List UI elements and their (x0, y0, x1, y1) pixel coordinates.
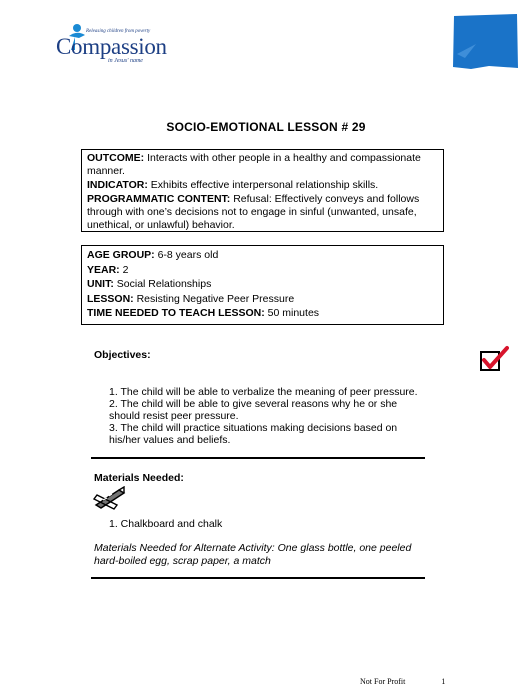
time-needed-value: 50 minutes (267, 307, 320, 319)
objective-item: 1. The child will be able to verbalize the meaning of peer pressure. (109, 386, 418, 398)
time-needed-line (87, 307, 438, 320)
page-number: 1 (441, 677, 446, 686)
lesson-info-box (81, 245, 444, 325)
programmatic-content-line (87, 193, 438, 232)
age-group-label: AGE GROUP: (87, 249, 155, 261)
blue-block-graphic (451, 14, 519, 70)
indicator-line (87, 179, 438, 192)
materials-list (109, 518, 222, 530)
section-divider (91, 457, 425, 459)
section-divider (91, 577, 425, 579)
alternate-materials-text: Materials Needed for Alternate Activity: One glass bottle, one peeled hard-boiled egg, scrap paper, a match (94, 542, 412, 567)
objective-item: 2. The child will be able to give several reasons why he or she should resist peer pressure. (109, 398, 398, 422)
year-label: YEAR: (87, 263, 120, 276)
age-group-line (87, 249, 438, 262)
logo-subtitle: in Jesus' name (108, 58, 143, 64)
objective-item: 3. The child will practice situations making decisions based on his/her values and beliefs. (109, 422, 398, 446)
outcome-line (87, 152, 438, 178)
objectives-list (109, 386, 429, 446)
programmatic-label: PROGRAMMATIC CONTENT: (87, 193, 231, 205)
indicator-text: Exhibits effective interpersonal relationship skills. (150, 179, 379, 191)
outcome-text: Interacts with other people in a healthy and compassionate manner. (87, 152, 421, 177)
year-line (87, 264, 438, 277)
lesson-line (87, 293, 438, 306)
page-footer (360, 677, 445, 686)
crayons-icon (93, 486, 127, 510)
objectives-heading: Objectives: (94, 349, 151, 361)
checkbox-check-icon (479, 345, 509, 373)
material-item: 1. Chalkboard and chalk (109, 518, 223, 530)
unit-value: Social Relationships (116, 278, 212, 290)
footer-text: Not For Profit (360, 677, 406, 686)
logo-wordmark: Compassion (56, 34, 167, 59)
logo-tagline: Releasing children from poverty (86, 29, 151, 34)
unit-line (87, 278, 438, 291)
lesson-value: Resisting Negative Peer Pressure (136, 292, 295, 305)
lesson-label: LESSON: (87, 292, 134, 305)
outcome-label: OUTCOME: (87, 152, 145, 164)
lesson-summary-box (81, 149, 444, 232)
unit-label: UNIT: (87, 278, 114, 290)
programmatic-text: Refusal: Effectively conveys and follows through with one’s decisions not to engage in sinful (unwanted, unsafe, unethical, or unlawful) behavior. (87, 193, 420, 231)
age-group-value: 6-8 years old (157, 249, 219, 261)
materials-heading: Materials Needed: (94, 472, 184, 484)
page-title: SOCIO-EMOTIONAL LESSON # 29 (166, 120, 366, 134)
indicator-label: INDICATOR: (87, 179, 148, 191)
time-needed-label: TIME NEEDED TO TEACH LESSON: (87, 307, 265, 319)
year-value: 2 (122, 263, 129, 276)
